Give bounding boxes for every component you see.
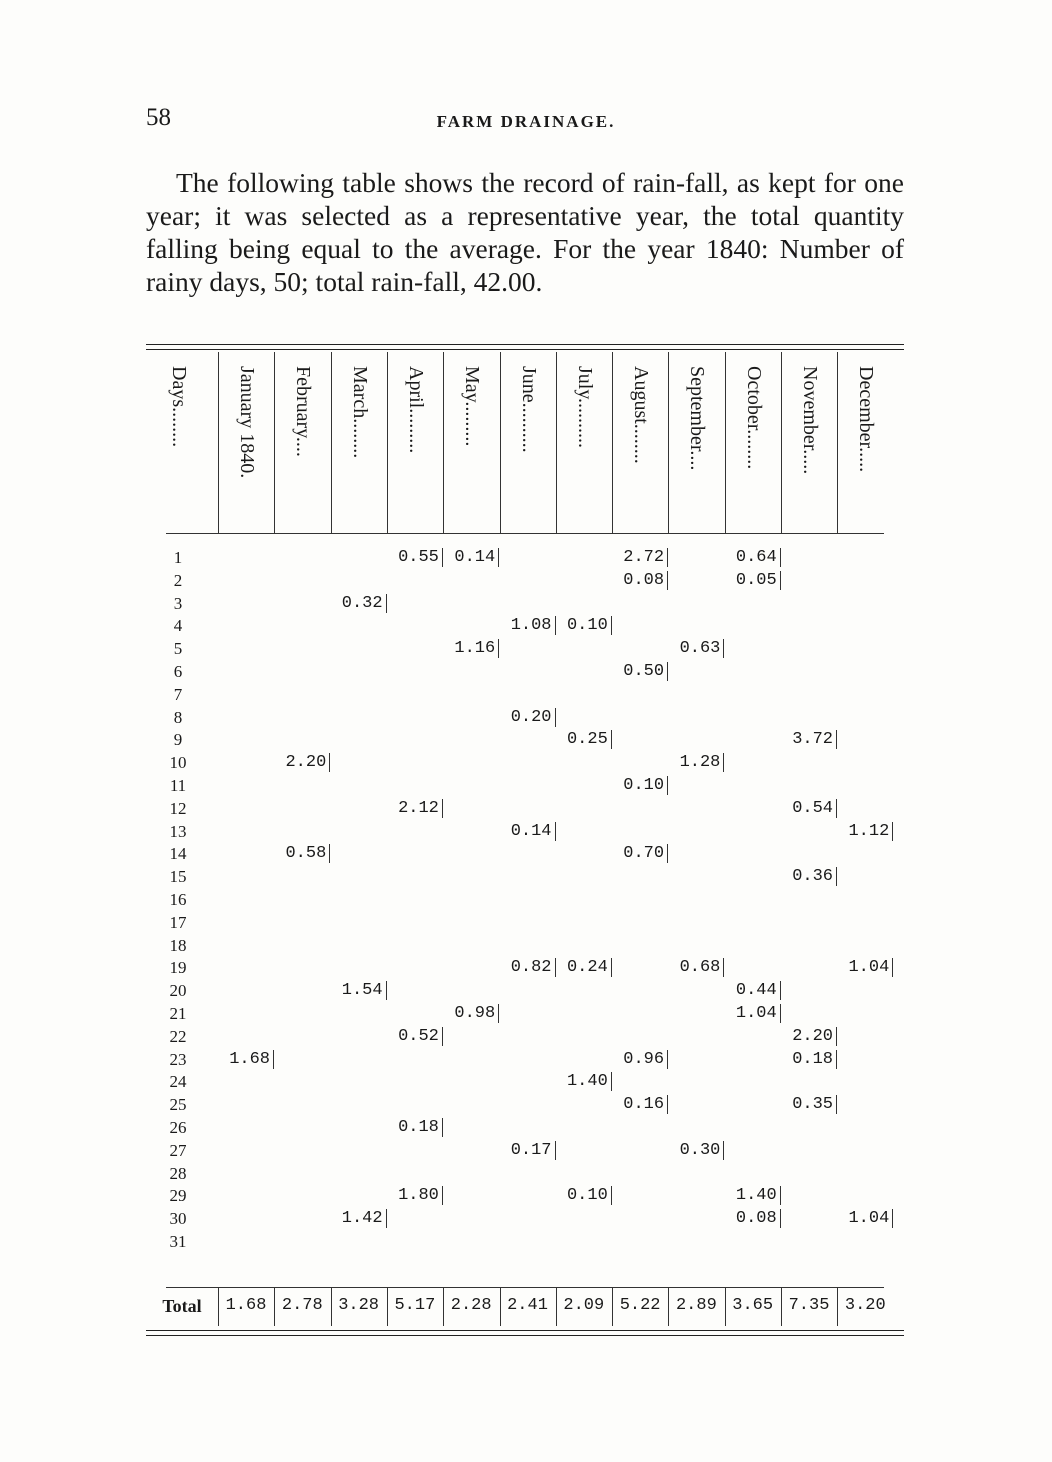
rainfall-cell (725, 1207, 781, 1230)
rainfall-cell (725, 1002, 781, 1025)
rainfall-value: 0.50 (623, 662, 665, 681)
cell-rule (273, 1050, 274, 1069)
rainfall-value: 0.18 (398, 1118, 439, 1137)
page-number: 58 (146, 104, 171, 131)
day-number: 14 (169, 844, 187, 864)
month-header (725, 366, 781, 526)
cell-rule (442, 1118, 443, 1137)
rainfall-cell (274, 842, 330, 865)
month-header-label: October........ (742, 366, 765, 470)
rainfall-cell (387, 1025, 443, 1048)
month-header-label: May......... (461, 366, 484, 447)
month-header (443, 366, 499, 526)
cell-rule (836, 1050, 837, 1069)
rainfall-cell (500, 956, 556, 979)
day-number: 27 (169, 1140, 187, 1160)
intro-text: The following table shows the record of rain-fall, as kept for one year; it was selected as a representative year, the total quantity falling being equal to the average. For the year 1840: Number of rainy days, 50; total rain-fall, 42.00. (146, 167, 904, 297)
rainfall-cell (331, 592, 387, 615)
rainfall-value: 0.24 (566, 958, 608, 978)
table-bottom-rule (146, 1330, 904, 1331)
rainfall-value: 0.08 (623, 570, 665, 590)
cell-rule (723, 639, 724, 658)
day-number: 12 (169, 798, 187, 818)
day-number: 15 (169, 867, 187, 887)
month-header (612, 366, 668, 526)
total-label: Total (162, 1296, 202, 1316)
rainfall-cell (668, 956, 724, 979)
month-header-label: January 1840. (236, 366, 258, 479)
cell-rule (836, 1095, 837, 1114)
day-number: 17 (169, 912, 187, 932)
rainfall-value: 0.82 (510, 958, 552, 978)
cell-rule (780, 981, 781, 1000)
cell-rule (667, 1050, 668, 1069)
month-header-label: September.... (686, 366, 709, 471)
day-number: 26 (169, 1118, 187, 1137)
rainfall-value: 1.28 (679, 753, 721, 773)
cell-rule (329, 844, 330, 863)
rainfall-value: 1.04 (848, 1209, 890, 1229)
rainfall-value: 1.04 (848, 958, 890, 978)
rainfall-value: 1.80 (398, 1186, 439, 1206)
day-number: 11 (169, 776, 187, 795)
rainfall-value: 2.12 (398, 798, 439, 818)
rainfall-cell (331, 979, 387, 1002)
rainfall-value: 0.10 (623, 776, 665, 795)
rainfall-value: 0.55 (398, 548, 439, 567)
month-header (274, 366, 330, 526)
cell-rule (836, 799, 837, 818)
table-bottom-rule-inner (146, 1335, 904, 1336)
cell-rule (667, 844, 668, 863)
rainfall-cell (837, 1207, 893, 1230)
rainfall-value: 0.10 (566, 1186, 608, 1206)
rainfall-cell (668, 751, 724, 774)
rainfall-value: 0.25 (566, 730, 608, 750)
rainfall-cell (668, 637, 724, 660)
month-header (218, 366, 274, 526)
cell-rule (442, 799, 443, 818)
day-number: 13 (169, 821, 187, 841)
cell-rule (780, 1004, 781, 1023)
month-header (668, 366, 724, 526)
rainfall-value: 0.20 (510, 707, 552, 727)
month-total: 5.22 (619, 1296, 661, 1315)
rainfall-cell (725, 979, 781, 1002)
rainfall-value: 0.05 (735, 570, 777, 590)
month-total: 2.41 (507, 1296, 548, 1315)
rainfall-value: 0.35 (792, 1095, 833, 1115)
rainfall-cell (781, 865, 837, 888)
rainfall-value: 0.32 (341, 593, 383, 613)
month-header (556, 366, 612, 526)
day-number: 25 (169, 1095, 187, 1115)
cell-rule (723, 753, 724, 772)
cell-rule (892, 958, 893, 977)
rainfall-cell (725, 546, 781, 569)
cell-rule (611, 1186, 612, 1205)
cell-rule (723, 1141, 724, 1160)
day-number: 9 (173, 730, 183, 750)
rainfall-value: 0.63 (679, 639, 721, 659)
header-divider (166, 533, 884, 534)
month-header-label: February.... (292, 366, 315, 457)
rainfall-value: 1.08 (510, 616, 552, 636)
day-number: 3 (173, 593, 183, 613)
rainfall-value: 0.16 (623, 1095, 665, 1115)
cell-rule (329, 753, 330, 772)
rainfall-value: 2.72 (623, 548, 665, 567)
rainfall-cell (556, 1070, 612, 1093)
rainfall-value: 0.70 (623, 844, 665, 864)
rainfall-value: 0.36 (792, 867, 833, 887)
rainfall-cell (612, 1048, 668, 1071)
cell-rule (555, 822, 556, 841)
rainfall-value: 0.18 (792, 1049, 833, 1069)
rainfall-value: 1.68 (229, 1049, 270, 1069)
rainfall-cell (274, 751, 330, 774)
rainfall-value: 1.40 (735, 1186, 777, 1206)
rainfall-cell (781, 728, 837, 751)
rainfall-cell (781, 797, 837, 820)
day-number: 7 (173, 684, 183, 704)
rainfall-value: 0.08 (735, 1209, 777, 1229)
month-total: 1.68 (225, 1296, 267, 1315)
cell-rule (667, 571, 668, 590)
days-header-label: Days........ (168, 366, 190, 448)
rainfall-cell (443, 546, 499, 569)
rainfall-cell (668, 1139, 724, 1162)
cell-rule (442, 1186, 443, 1205)
rainfall-cell (387, 797, 443, 820)
month-header-label: July.......... (573, 366, 596, 449)
cell-rule (836, 1027, 837, 1046)
rainfall-cell (500, 614, 556, 637)
rainfall-cell (387, 546, 443, 569)
day-number: 10 (169, 753, 187, 773)
rainfall-cell (500, 1139, 556, 1162)
month-total: 2.78 (281, 1296, 323, 1315)
rainfall-value: 0.58 (285, 844, 327, 864)
running-head: FARM DRAINAGE. (436, 112, 616, 131)
month-header-label: December..... (855, 366, 878, 473)
rainfall-cell (612, 842, 668, 865)
day-number: 22 (169, 1026, 187, 1046)
rainfall-value: 0.64 (735, 548, 777, 567)
rainfall-cell (556, 614, 612, 637)
month-header-label: June.......... (517, 366, 540, 453)
day-number: 2 (173, 570, 183, 590)
cell-rule (555, 1141, 556, 1160)
rainfall-value: 2.20 (792, 1026, 833, 1046)
cell-rule (498, 548, 499, 567)
cell-rule (780, 571, 781, 590)
cell-rule (386, 1209, 387, 1228)
day-number: 31 (169, 1232, 187, 1251)
rainfall-cell (500, 820, 556, 843)
rainfall-cell (781, 1025, 837, 1048)
month-header (500, 366, 556, 526)
month-total: 5.17 (394, 1296, 436, 1315)
day-number: 21 (169, 1004, 187, 1023)
rainfall-value: 0.14 (454, 548, 496, 567)
rainfall-value: 1.04 (735, 1004, 777, 1023)
cell-rule (892, 822, 893, 841)
cell-rule (611, 958, 612, 977)
rainfall-cell (387, 1116, 443, 1139)
rainfall-cell (612, 660, 668, 683)
month-header (387, 366, 443, 526)
rainfall-value: 1.40 (566, 1072, 608, 1092)
cell-rule (611, 730, 612, 749)
cell-rule (498, 1004, 499, 1023)
day-number: 8 (173, 707, 183, 727)
day-number: 29 (169, 1186, 187, 1206)
cell-rule (667, 776, 668, 795)
cell-rule (498, 639, 499, 658)
rainfall-cell (443, 1002, 499, 1025)
rainfall-cell (612, 774, 668, 797)
month-total: 3.28 (338, 1296, 379, 1315)
rainfall-cell (612, 569, 668, 592)
month-header (837, 366, 893, 526)
cell-rule (555, 708, 556, 727)
month-total: 3.65 (732, 1296, 774, 1315)
rainfall-value: 0.14 (510, 821, 552, 841)
month-total: 2.28 (450, 1296, 492, 1315)
rainfall-value: 0.44 (735, 981, 777, 1001)
month-header-label: April......... (404, 366, 427, 454)
rainfall-cell (443, 637, 499, 660)
rainfall-cell (387, 1184, 443, 1207)
month-total: 2.89 (675, 1296, 717, 1315)
rainfall-cell (781, 1048, 837, 1071)
cell-rule (611, 1072, 612, 1091)
month-header (781, 366, 837, 526)
cell-rule (386, 981, 387, 1000)
rainfall-value: 0.98 (454, 1004, 496, 1023)
cell-rule (667, 662, 668, 681)
cell-rule (780, 548, 781, 567)
rainfall-value: 0.68 (679, 958, 721, 978)
cell-rule (667, 1095, 668, 1114)
month-header-label: August........ (630, 366, 653, 464)
cell-rule (836, 867, 837, 886)
rainfall-cell (500, 706, 556, 729)
rainfall-cell (218, 1048, 274, 1071)
rainfall-cell (556, 728, 612, 751)
cell-rule (611, 616, 612, 635)
rainfall-cell (837, 820, 893, 843)
month-total: 2.09 (563, 1296, 605, 1315)
rainfall-cell (837, 956, 893, 979)
rainfall-cell (725, 569, 781, 592)
rainfall-value: 1.54 (341, 981, 383, 1001)
cell-rule (836, 730, 837, 749)
rainfall-cell (331, 1207, 387, 1230)
cell-rule (780, 1186, 781, 1205)
day-number: 18 (169, 935, 187, 955)
cell-rule (386, 594, 387, 613)
day-number: 19 (169, 958, 187, 978)
cell-rule (723, 958, 724, 977)
month-header-label: November..... (799, 366, 821, 475)
day-number: 24 (169, 1072, 187, 1092)
rainfall-value: 1.12 (848, 821, 890, 841)
rainfall-value: 0.30 (679, 1140, 721, 1160)
table-top-rule-inner (146, 349, 904, 350)
day-number: 6 (173, 662, 183, 681)
table-top-rule (146, 344, 904, 345)
day-number: 1 (173, 548, 183, 567)
days-header (150, 366, 206, 526)
rainfall-value: 0.10 (566, 616, 608, 636)
rainfall-cell (612, 1093, 668, 1116)
rainfall-cell (556, 1184, 612, 1207)
intro-paragraph (146, 166, 904, 298)
month-total: 3.20 (844, 1296, 886, 1315)
rainfall-value: 0.17 (510, 1140, 552, 1160)
cell-rule (780, 1209, 781, 1228)
rainfall-value: 0.54 (792, 798, 833, 818)
month-total: 7.35 (788, 1296, 830, 1315)
day-number: 23 (169, 1049, 187, 1069)
day-number: 4 (173, 616, 183, 636)
cell-rule (892, 1209, 893, 1228)
rainfall-value: 1.42 (341, 1209, 383, 1229)
cell-rule (667, 548, 668, 567)
rainfall-value: 3.72 (792, 730, 833, 750)
rainfall-cell (781, 1093, 837, 1116)
day-number: 5 (173, 639, 183, 659)
day-number: 20 (169, 981, 187, 1001)
day-number: 30 (169, 1209, 187, 1229)
rainfall-cell (725, 1184, 781, 1207)
rainfall-value: 0.52 (398, 1026, 439, 1046)
rainfall-cell (556, 956, 612, 979)
cell-rule (442, 1027, 443, 1046)
day-number: 28 (169, 1163, 187, 1183)
rainfall-value: 2.20 (285, 753, 327, 773)
rainfall-cell (612, 546, 668, 569)
day-number: 16 (169, 890, 187, 909)
rainfall-value: 1.16 (454, 639, 496, 659)
month-header (331, 366, 387, 526)
rainfall-value: 0.96 (623, 1049, 665, 1069)
month-header-label: March........ (348, 366, 371, 459)
